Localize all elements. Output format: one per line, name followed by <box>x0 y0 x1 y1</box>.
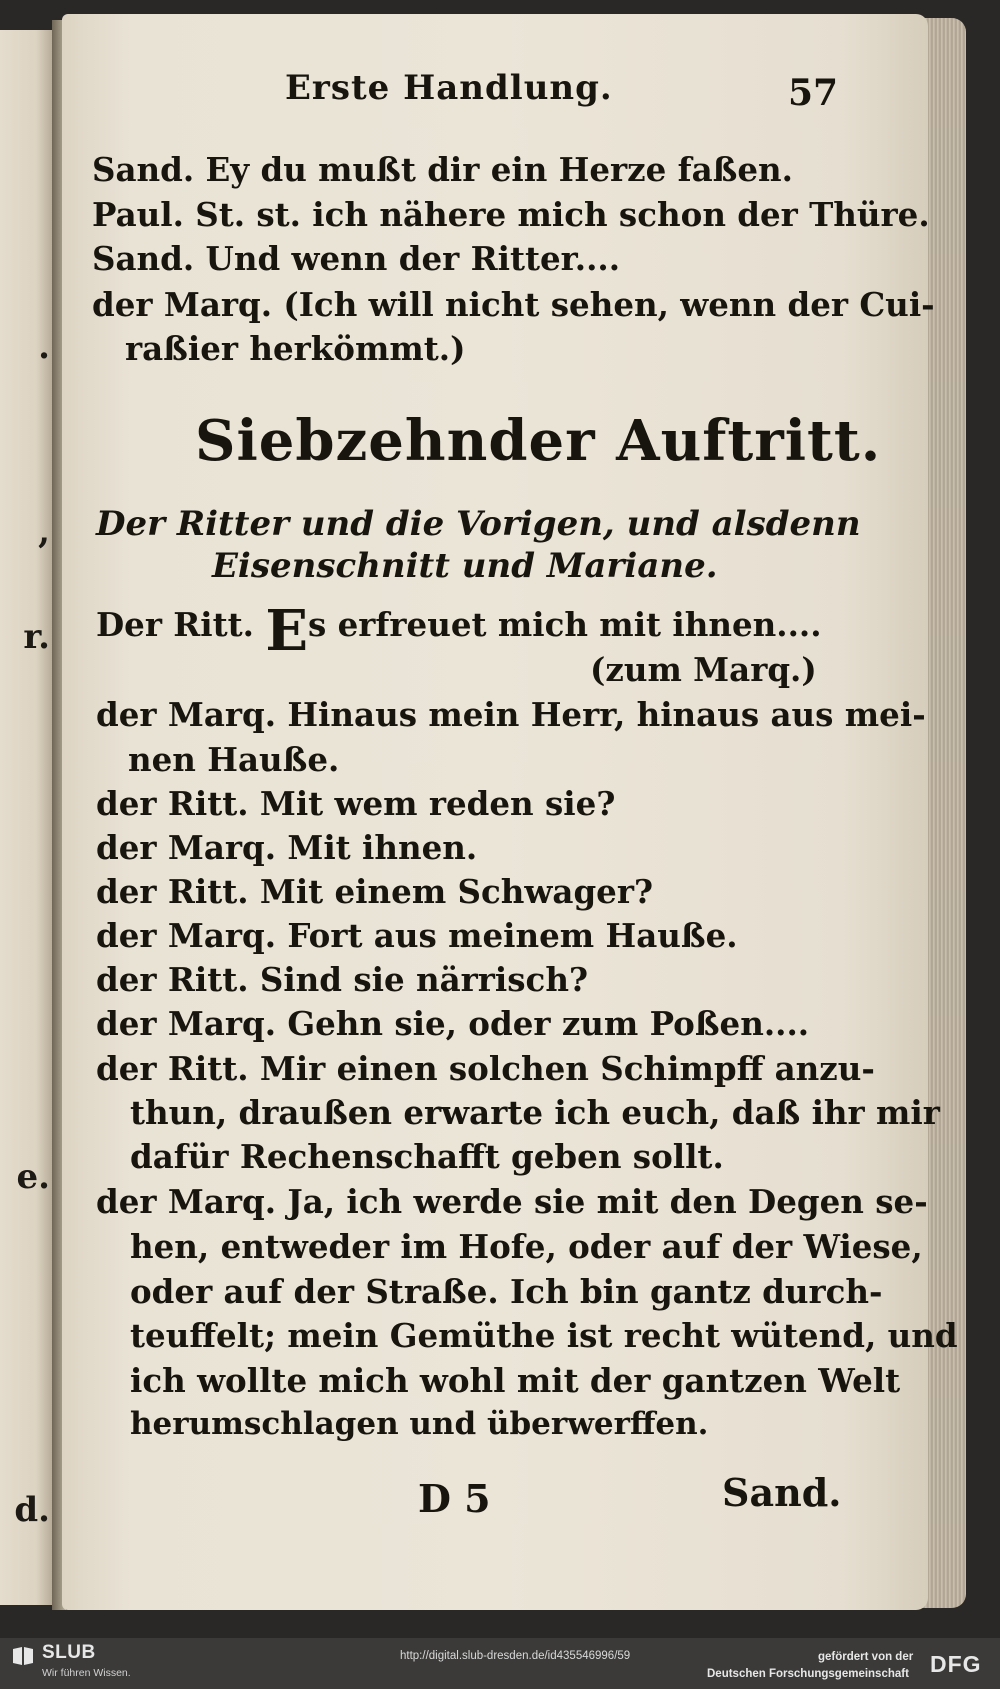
catchword: Sand. <box>722 1470 842 1515</box>
dialogue-line: der Marq. Gehn sie, oder zum Poßen.... <box>96 1004 810 1043</box>
left-page-fragment: e. <box>16 1157 50 1197</box>
page-number: 57 <box>788 72 839 114</box>
text-line: Sand. Und wenn der Ritter.... <box>92 239 621 278</box>
dialogue-line: der Ritt. Mit einem Schwager? <box>96 872 654 911</box>
dialogue-line: der Marq. Hinaus mein Herr, hinaus aus mei- <box>96 695 926 734</box>
first-speech-line <box>96 598 822 664</box>
funding-note: gefördert von der <box>818 1651 914 1663</box>
left-page-edge <box>0 30 54 1605</box>
dialogue-line: hen, entweder im Hofe, oder auf der Wiese, <box>130 1227 923 1266</box>
stage-direction: Eisenschnitt und Mariane. <box>212 546 718 586</box>
dialogue-line: der Ritt. Sind sie närrisch? <box>96 960 589 999</box>
dialogue-line: der Ritt. Mit wem reden sie? <box>96 784 616 823</box>
funding-organisation: Deutschen Forschungsgemeinschaft <box>707 1668 909 1680</box>
stage-direction: Der Ritter und die Vorigen, und alsdenn <box>96 504 861 544</box>
aside-direction: (zum Marq.) <box>590 650 817 689</box>
text-line: der Marq. (Ich will nicht sehen, wenn der Cui- <box>92 285 935 324</box>
library-tagline: Wir führen Wissen. <box>42 1667 131 1679</box>
dialogue-line: herumschlagen und überwerffen. <box>130 1406 709 1442</box>
dialogue-line: dafür Rechenschafft geben sollt. <box>130 1137 724 1176</box>
dialogue-line: der Marq. Fort aus meinem Hauße. <box>96 916 738 955</box>
drop-cap: E <box>265 598 309 664</box>
dialogue-line: der Marq. Mit ihnen. <box>96 828 478 867</box>
speaker-label: Der Ritt. <box>96 605 254 644</box>
dialogue-line: ich wollte mich wohl mit der gantzen Welt <box>130 1361 901 1400</box>
source-url-link[interactable]: http://digital.slub-dresden.de/id435546996/59 <box>400 1650 631 1662</box>
left-page-fragment: . <box>38 327 50 367</box>
scene-heading: Siebzehnder Auftritt. <box>195 408 882 474</box>
dialogue-line: nen Hauße. <box>128 740 340 779</box>
left-page-fragment: r. <box>23 617 50 657</box>
page-stack-edge <box>922 18 966 1608</box>
dialogue-line: teuffelt; mein Gemüthe ist recht wütend, und <box>130 1316 958 1355</box>
text-line: raßier herkömmt.) <box>125 329 466 368</box>
slub-book-icon <box>12 1646 34 1666</box>
library-name: SLUB <box>42 1642 96 1663</box>
left-page-fragment: d. <box>14 1490 50 1530</box>
dialogue-line: der Marq. Ja, ich werde sie mit den Degen se- <box>96 1182 928 1221</box>
dialogue-line: thun, draußen erwarte ich euch, daß ihr mir <box>130 1093 940 1132</box>
dialogue-line: oder auf der Straße. Ich bin gantz durch- <box>130 1272 883 1311</box>
running-header: Erste Handlung. <box>285 68 613 108</box>
signature-mark: D 5 <box>418 1476 491 1521</box>
speech-text: s erfreuet mich mit ihnen.... <box>308 605 822 644</box>
dialogue-line: der Ritt. Mir einen solchen Schimpff anzu- <box>96 1049 875 1088</box>
viewer-footer <box>0 1638 1000 1689</box>
dfg-logo: DFG <box>930 1651 982 1677</box>
left-page-fragment: , <box>38 512 50 552</box>
text-line: Paul. St. st. ich nähere mich schon der Thüre. <box>92 195 930 234</box>
text-line: Sand. Ey du mußt dir ein Herze faßen. <box>92 150 793 189</box>
